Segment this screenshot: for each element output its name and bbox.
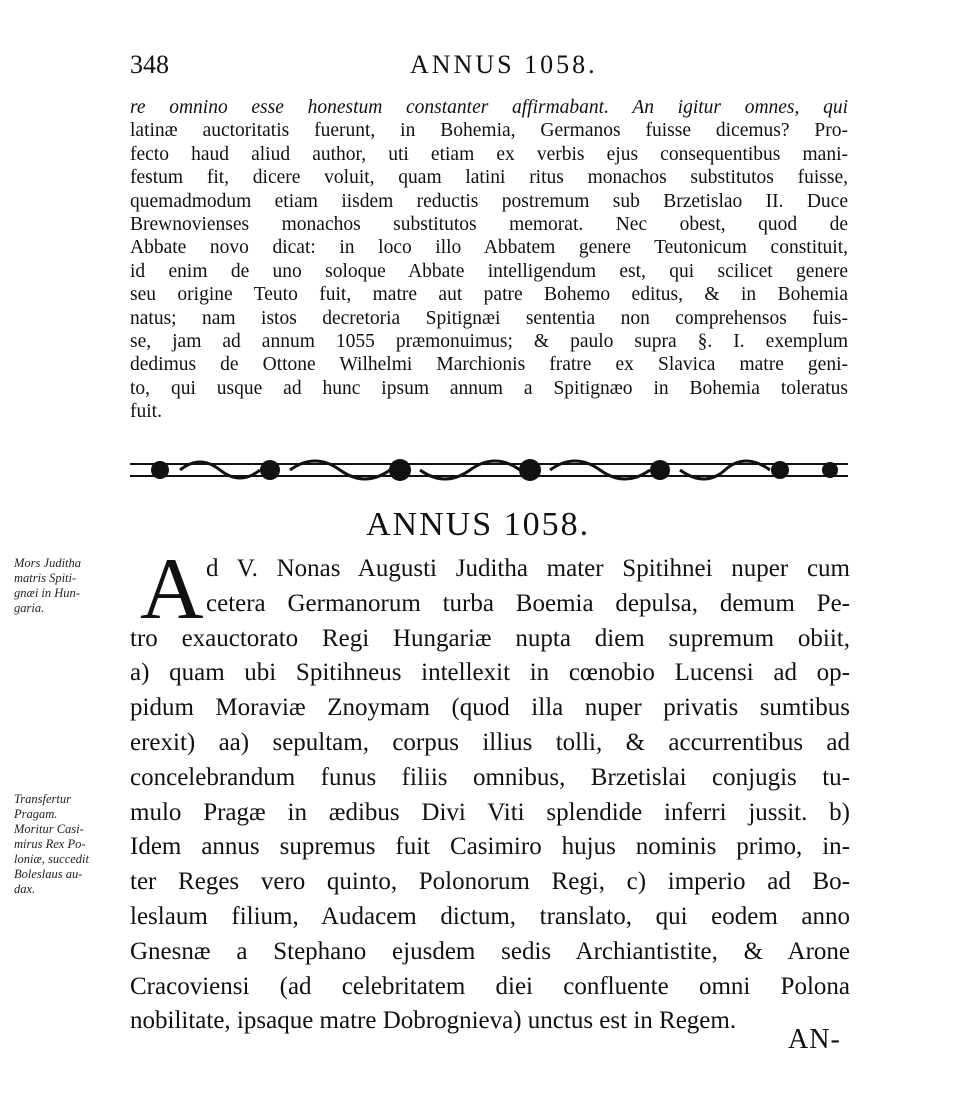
running-head: ANNUS 1058.	[410, 50, 598, 79]
text-line: fuit.	[130, 401, 162, 423]
main-paragraph	[130, 552, 850, 1039]
text-line: tro exauctorato Regi Hungariæ nupta diem supremum obiit,	[130, 624, 850, 652]
text-line: natus; nam istos decretoria Spitignæi sententia non comprehensos fuis-	[130, 307, 848, 329]
text-line: Cracoviensi (ad celebritatem diei confluente omni Polona	[130, 972, 850, 1000]
top-paragraph	[130, 96, 848, 423]
text-line: erexit) aa) sepultam, corpus illius tolli, & accurrentibus ad	[130, 728, 850, 756]
text-line: quemadmodum etiam iisdem reductis postremum sub Brzetislao II. Duce	[130, 190, 848, 212]
text-line: Abbate novo dicat: in loco illo Abbatem genere Teutonicum constituit,	[130, 237, 848, 259]
text-line: dedimus de Ottone Wilhelmi Marchionis fratre ex Slavica matre geni-	[130, 354, 848, 376]
section-title: ANNUS 1058.	[366, 506, 591, 543]
margin-note-juditha: Mors Juditha matris Spiti- gnæi in Hun- garia.	[14, 556, 82, 615]
text-line: cetera Germanorum turba Boemia depulsa, demum Pe-	[206, 589, 850, 617]
text-line: to, qui usque ad hunc ipsum annum a Spitignæo in Bohemia toleratus	[130, 377, 848, 399]
page-number: 348	[130, 50, 169, 79]
text-line: d V. Nonas Augusti Juditha mater Spitihnei nuper cum	[206, 555, 850, 582]
text-line: leslaum filium, Audacem dictum, translato, qui eodem anno	[130, 902, 850, 930]
text-line: nobilitate, ipsaque matre Dobrognieva) unctus est in Regem.	[130, 1007, 737, 1035]
drop-cap: A	[140, 541, 204, 638]
catchword: AN-	[788, 1024, 841, 1055]
text-line: pidum Moraviæ Znoymam (quod illa nuper privatis sumtibus	[130, 694, 850, 722]
text-line: festum fit, dicere voluit, quam latini ritus monachos substitutos fuisse,	[130, 167, 848, 189]
text-line: concelebrandum funus filiis omnibus, Brzetislai conjugis tu-	[130, 763, 850, 791]
text-line: latinæ auctoritatis fuerunt, in Bohemia, Germanos fuisse dicemus? Pro-	[130, 120, 848, 142]
page-header	[130, 50, 850, 86]
text-line: ter Reges vero quinto, Polonorum Regi, c) imperio ad Bo-	[130, 868, 850, 896]
text-line: a) quam ubi Spitihneus intellexit in cœnobio Lucensi ad op-	[130, 659, 850, 687]
text-line: re omnino esse honestum constanter affirmabant. An igitur omnes, qui	[130, 97, 848, 118]
margin-note-casimirus: Transfertur Pragam. Moritur Casi- mirus Rex Po- loniæ, succedit Boleslaus au- dax.	[14, 792, 89, 896]
text-line: id enim de uno soloque Abbate intelligendum est, qui scilicet genere	[130, 260, 848, 282]
text-line: Brewnovienses monachos substitutos memorat. Nec obest, quod de	[130, 213, 848, 235]
decorative-ornament-band	[130, 452, 848, 488]
text-line: fecto haud aliud author, uti etiam ex verbis ejus consequentibus mani-	[130, 143, 848, 165]
text-line: se, jam ad annum 1055 præmonuimus; & paulo supra §. I. exemplum	[130, 330, 848, 352]
text-line: mulo Pragæ in ædibus Divi Viti splendide inferri jussit. b)	[130, 798, 850, 826]
text-line: Gnesnæ a Stephano ejusdem sedis Archiantistite, & Arone	[130, 937, 850, 965]
text-line: seu origine Teuto fuit, matre aut patre Bohemo editus, & in Bohemia	[130, 284, 848, 306]
text-line: Idem annus supremus fuit Casimiro hujus nominis primo, in-	[130, 833, 850, 861]
